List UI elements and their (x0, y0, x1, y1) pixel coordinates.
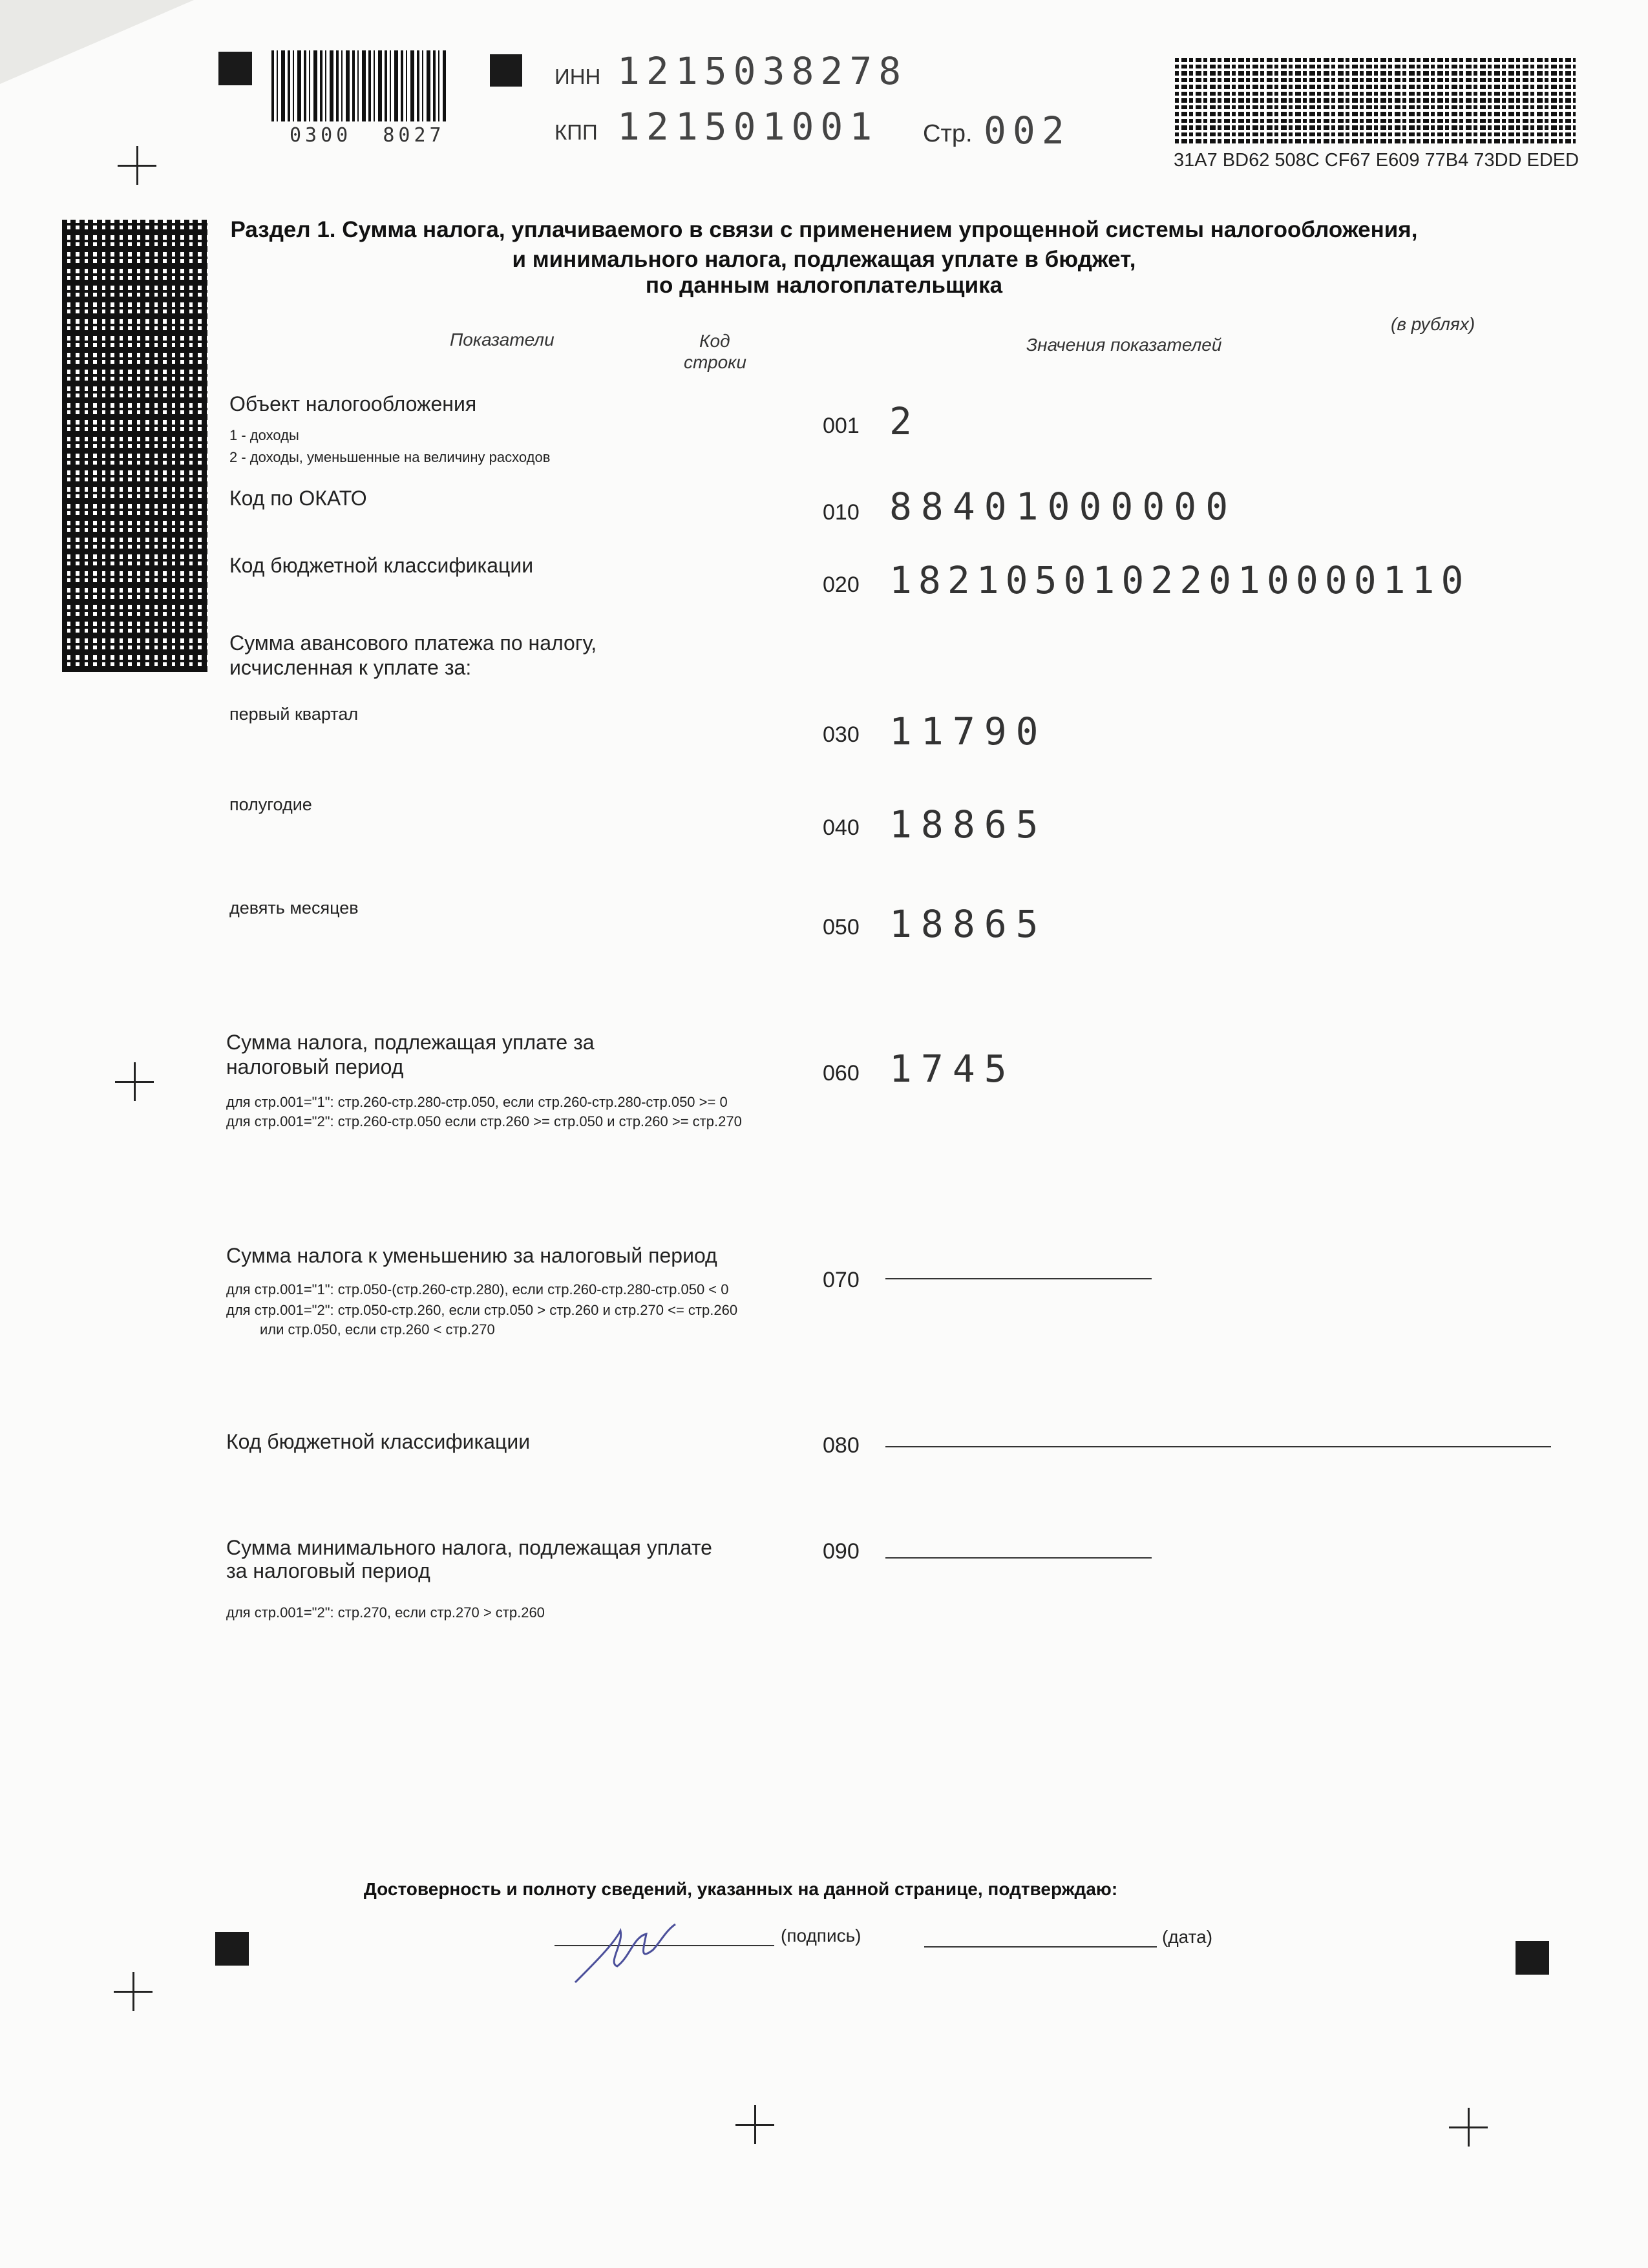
units-label: (в рублях) (1391, 314, 1475, 334)
row-001-value: 2 (889, 399, 921, 443)
row-030-value: 11790 (889, 709, 1048, 753)
row-090-label-line2: за налоговый период (226, 1559, 430, 1582)
row-001-note2: 2 - доходы, уменьшенные на величину расходов (229, 449, 551, 465)
row-060-label-line2: налоговый период (226, 1055, 404, 1078)
date-caption: (дата) (1162, 1927, 1213, 1947)
row-080-value-line (885, 1446, 1551, 1447)
row-060-label-line1: Сумма налога, подлежащая уплате за (226, 1031, 595, 1054)
column-code-line2: строки (684, 352, 746, 372)
confirmation-text: Достоверность и полноту сведений, указанных на данной странице, подтверждаю: (363, 1879, 1118, 1899)
barcode-left-digits: 0300 8027 (290, 124, 445, 147)
row-010-code: 010 (823, 500, 860, 525)
row-010-value: 88401000000 (889, 485, 1238, 529)
folded-corner (0, 0, 194, 84)
row-050-value: 18865 (889, 902, 1048, 946)
crop-mark-bottom-right (1449, 2108, 1488, 2147)
inn-label: ИНН (555, 65, 601, 89)
row-060-code: 060 (823, 1061, 860, 1086)
row-040-label: полугодие (229, 795, 312, 814)
row-060-note2: для стр.001="2": стр.260-стр.050 если стр.260 >= стр.050 и стр.260 >= стр.270 (226, 1113, 742, 1129)
section-title-line1: Раздел 1. Сумма налога, уплачиваемого в связи с применением упрощенной системы налогообложения, (230, 217, 1418, 242)
row-050-code: 050 (823, 915, 860, 940)
row-020-label: Код бюджетной классификации (229, 554, 534, 577)
row-001-code: 001 (823, 414, 860, 438)
section-title-line2: и минимального налога, подлежащая уплате в бюджет, (512, 247, 1136, 272)
page-value: 002 (984, 109, 1071, 152)
column-code-line1: Код (699, 331, 730, 351)
row-070-note1: для стр.001="1": стр.050-(стр.260-стр.280), если стр.260-стр.280-стр.050 < 0 (226, 1281, 729, 1297)
alignment-marker-top-left (218, 52, 252, 85)
row-070-note2: для стр.001="2": стр.050-стр.260, если стр.050 > стр.260 и стр.270 <= стр.260 (226, 1302, 738, 1318)
section-title-line3: по данным налогоплательщика (645, 273, 1003, 298)
row-050-label: девять месяцев (229, 898, 359, 918)
row-010-label: Код по ОКАТО (229, 487, 367, 510)
crop-mark-middle-left (115, 1062, 154, 1101)
alignment-marker-top-center (490, 54, 522, 87)
kpp-label: КПП (555, 120, 598, 144)
row-030-code: 030 (823, 722, 860, 747)
row-090-value-line (885, 1557, 1152, 1559)
qr-code-top-right (1175, 58, 1576, 143)
date-line (924, 1946, 1157, 1948)
row-020-code: 020 (823, 572, 860, 597)
signature-caption: (подпись) (781, 1926, 861, 1946)
crop-mark-bottom-left (114, 1972, 153, 2011)
row-070-value-line (885, 1278, 1152, 1279)
row-090-note1: для стр.001="2": стр.270, если стр.270 > стр.260 (226, 1604, 545, 1621)
barcode-left (271, 50, 446, 121)
row-060-note1: для стр.001="1": стр.260-стр.280-стр.050, если стр.260-стр.280-стр.050 >= 0 (226, 1094, 728, 1110)
row-020-value: 18210501022010000110 (889, 558, 1470, 602)
row-040-value: 18865 (889, 803, 1048, 846)
alignment-marker-bottom-right (1516, 1941, 1549, 1975)
crop-mark-bottom-center (735, 2105, 774, 2144)
inn-value: 1215038278 (617, 49, 908, 93)
advance-heading-line2: исчисленная к уплате за: (229, 656, 472, 679)
crop-mark-top-left (118, 146, 156, 185)
alignment-marker-bottom-left (215, 1932, 249, 1966)
row-001-note1: 1 - доходы (229, 427, 299, 443)
signature-scribble (569, 1905, 711, 1989)
row-030-label: первый квартал (229, 704, 359, 724)
row-060-value: 1745 (889, 1047, 1016, 1091)
row-040-code: 040 (823, 815, 860, 840)
row-001-label: Объект налогообложения (229, 392, 477, 415)
column-values: Значения показателей (1026, 335, 1222, 355)
row-080-label: Код бюджетной классификации (226, 1430, 531, 1453)
row-070-code: 070 (823, 1268, 860, 1292)
page-label: Стр. (923, 120, 973, 147)
row-070-label: Сумма налога к уменьшению за налоговый период (226, 1244, 717, 1267)
row-070-note3: или стр.050, если стр.260 < стр.270 (260, 1321, 495, 1338)
row-080-code: 080 (823, 1433, 860, 1458)
advance-heading-line1: Сумма авансового платежа по налогу, (229, 631, 597, 655)
kpp-value: 121501001 (617, 105, 879, 149)
document-hash: 31A7 BD62 508C CF67 E609 77B4 73DD EDED (1174, 150, 1579, 171)
row-090-label-line1: Сумма минимального налога, подлежащая уплате (226, 1536, 712, 1559)
column-indicators: Показатели (450, 330, 555, 350)
row-090-code: 090 (823, 1539, 860, 1564)
